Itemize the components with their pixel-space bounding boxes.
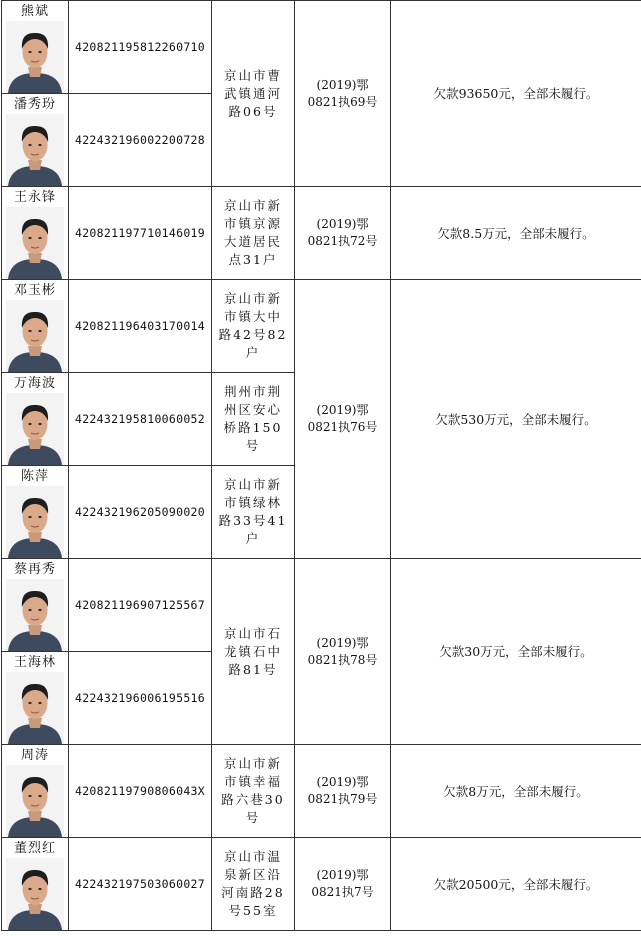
person-cell (2, 1, 69, 94)
address: 京山市新市镇绿林路33号41户 (212, 466, 295, 559)
id-number: 422432196002200728 (69, 94, 212, 187)
case-number (295, 745, 391, 838)
portrait-photo (6, 765, 64, 837)
case-number-code: 0821执72号 (307, 234, 378, 248)
debt-status: 欠款8.5万元，全部未履行。 (391, 187, 641, 280)
case-number (295, 1, 391, 187)
id-number: 420821195812260710 (69, 1, 212, 94)
case-number (295, 838, 391, 931)
address: 京山市新市镇京源大道居民点31户 (212, 187, 295, 280)
debt-status: 欠款8万元，全部未履行。 (391, 745, 641, 838)
table-row (2, 280, 641, 373)
person-name: 陈萍 (20, 469, 49, 484)
id-number: 422432195810060052 (69, 373, 212, 466)
person-name: 熊斌 (20, 4, 49, 19)
case-number-year: (2019)鄂 (316, 403, 369, 417)
id-number: 422432197503060027 (69, 838, 212, 931)
person-name: 王海林 (13, 655, 56, 670)
address: 京山市新市镇大中路42号82户 (212, 280, 295, 373)
table-row (2, 1, 641, 94)
debtor-table (1, 0, 641, 931)
address: 京山市石龙镇石中路81号 (212, 559, 295, 745)
debt-status: 欠款20500元，全部未履行。 (391, 838, 641, 931)
case-number-year: (2019)鄂 (316, 77, 369, 92)
id-number: 42082119790806043X (69, 745, 212, 838)
person-name: 万海波 (13, 376, 56, 391)
portrait-photo (6, 300, 64, 372)
debt-status: 欠款93650元，全部未履行。 (391, 1, 641, 187)
case-number-year: (2019)鄂 (316, 775, 369, 789)
address: 京山市曹武镇通河路06号 (212, 1, 295, 187)
person-cell (2, 187, 69, 280)
case-number-code: 0821执79号 (307, 792, 378, 806)
id-number: 422432196205090020 (69, 466, 212, 559)
person-cell (2, 652, 69, 745)
person-cell (2, 745, 69, 838)
case-number-year: (2019)鄂 (316, 868, 369, 882)
portrait-photo (6, 672, 64, 744)
case-number-year: (2019)鄂 (316, 217, 369, 231)
person-cell (2, 559, 69, 652)
case-number-code: 0821执78号 (307, 652, 378, 667)
case-number (295, 187, 391, 280)
person-cell (2, 838, 69, 931)
case-number-year: (2019)鄂 (316, 635, 369, 650)
table-row (2, 745, 641, 838)
id-number: 422432196006195516 (69, 652, 212, 745)
person-name: 潘秀玢 (13, 97, 56, 112)
person-name: 董烈红 (13, 841, 56, 856)
id-number: 420821196907125567 (69, 559, 212, 652)
person-name: 王永锋 (13, 190, 56, 205)
portrait-photo (6, 114, 64, 186)
portrait-photo (6, 579, 64, 651)
debt-status: 欠款30万元，全部未履行。 (391, 559, 641, 745)
address: 京山市温泉新区沿河南路28号55室 (212, 838, 295, 931)
person-name: 蔡再秀 (13, 562, 56, 577)
address: 荆州市荆州区安心桥路150号 (212, 373, 295, 466)
case-number-code: 0821执69号 (307, 94, 378, 109)
case-number-code: 0821执76号 (307, 420, 378, 434)
portrait-photo (6, 486, 64, 558)
portrait-photo (6, 858, 64, 930)
table-row (2, 187, 641, 280)
person-cell (2, 280, 69, 373)
person-name: 周涛 (20, 748, 49, 763)
id-number: 420821197710146019 (69, 187, 212, 280)
address: 京山市新市镇幸福路六巷30号 (212, 745, 295, 838)
table-row (2, 559, 641, 652)
person-name: 邓玉彬 (13, 283, 56, 298)
portrait-photo (6, 393, 64, 465)
portrait-photo (6, 207, 64, 279)
portrait-photo (6, 21, 64, 93)
case-number (295, 559, 391, 745)
person-cell (2, 466, 69, 559)
debt-status: 欠款530万元，全部未履行。 (391, 280, 641, 559)
person-cell (2, 94, 69, 187)
table-row (2, 838, 641, 931)
person-cell (2, 373, 69, 466)
case-number (295, 280, 391, 559)
case-number-code: 0821执7号 (311, 885, 374, 899)
id-number: 420821196403170014 (69, 280, 212, 373)
